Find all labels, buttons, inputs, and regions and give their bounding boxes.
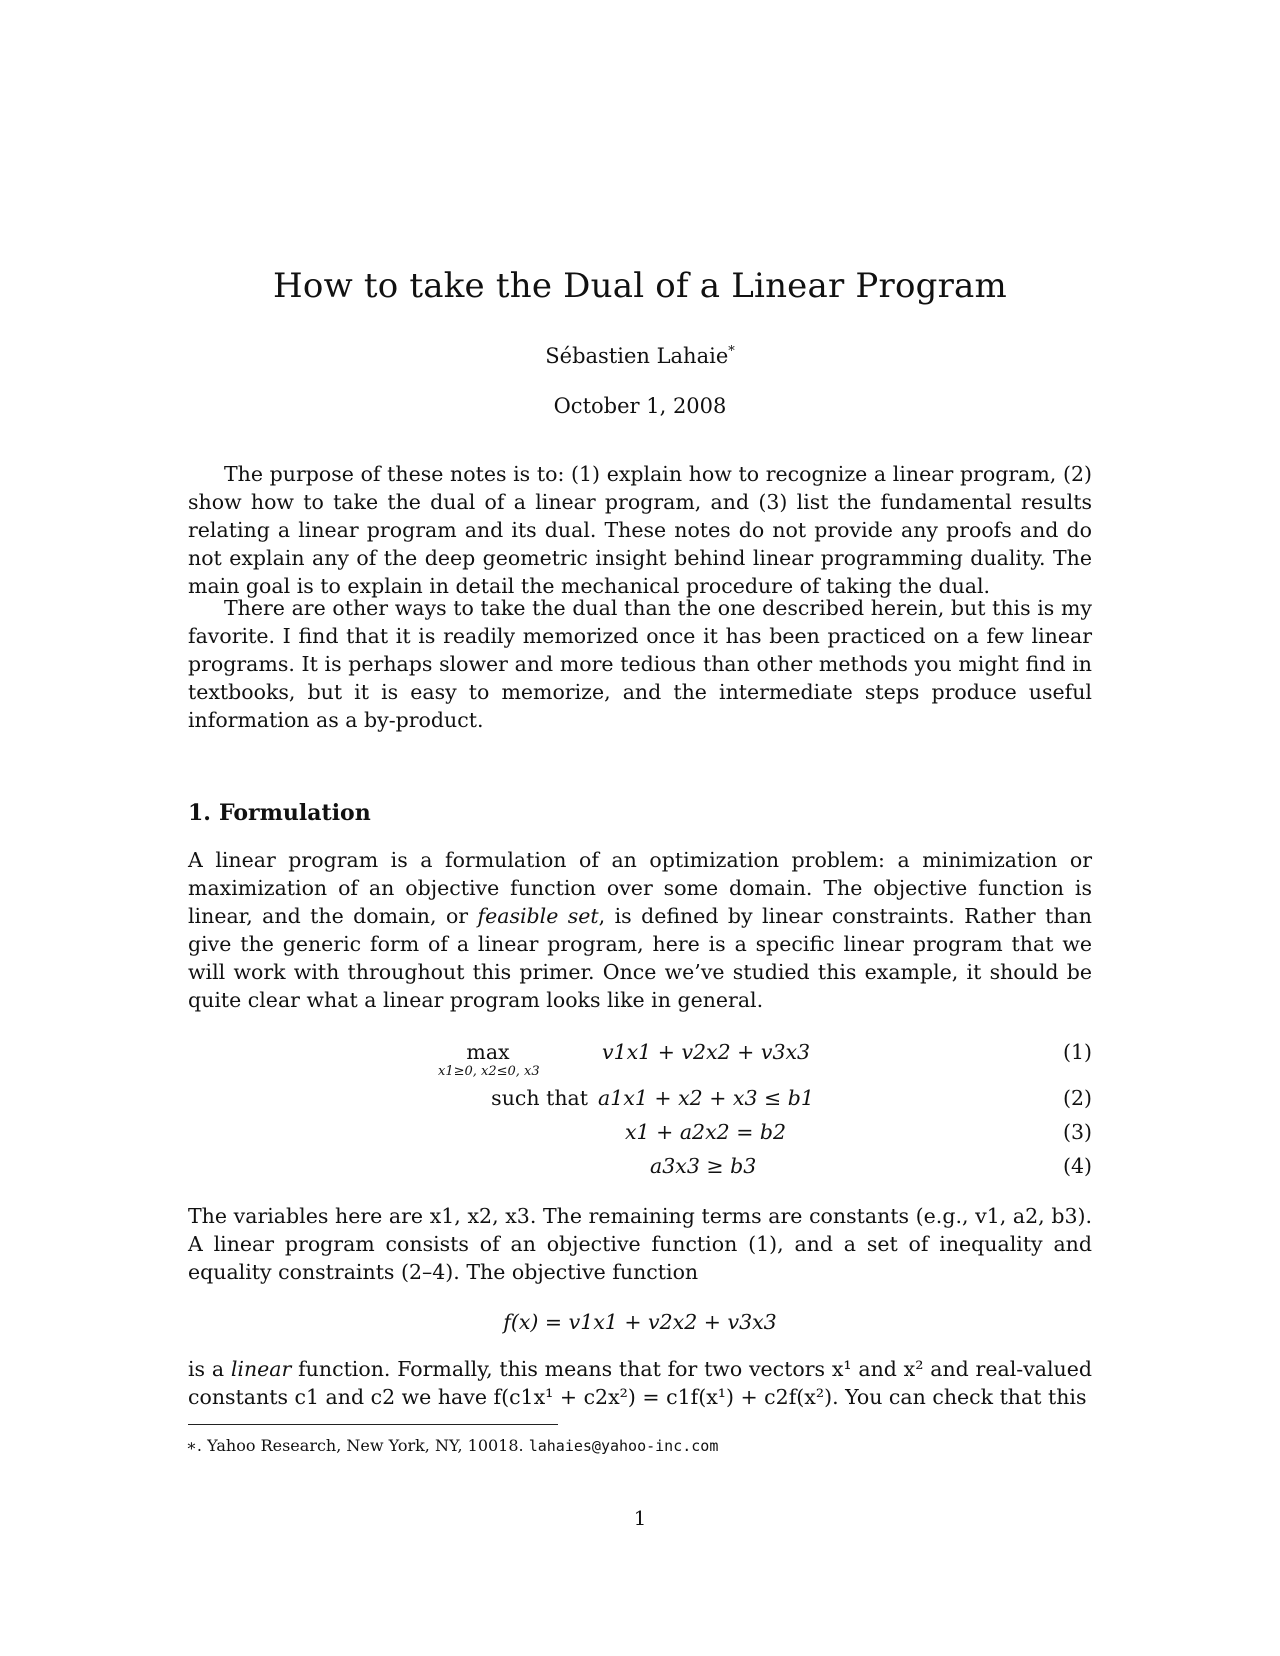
section-paragraph-1 xyxy=(188,846,1092,1014)
footnote-text: Yahoo Research, New York, NY, 10018. xyxy=(207,1436,524,1455)
section-heading xyxy=(188,800,371,826)
linear-term: linear xyxy=(230,1357,292,1381)
lp-constraint-row-2 xyxy=(188,1120,1092,1150)
intro-paragraph-1: The purpose of these notes is to: (1) explain how to recognize a linear program, (2) show how to take the dual of a linear program, and (3) list the fundamental results relating a linear program and its dual. These notes do not provide any proofs and do not explain any of the deep geometric insight behind linear programming duality. The main goal is to explain in detail the mechanical procedure of taking the dual. xyxy=(188,462,1092,598)
section-paragraph-3 xyxy=(188,1355,1092,1411)
section-paragraph-2: The variables here are x1, x2, x3. The remaining terms are constants (e.g., v1, a2, b3). A linear program consists of an objective function (1), and a set of inequality and equality constraints (2–4). The objective function xyxy=(188,1204,1092,1284)
paper-date: October 1, 2008 xyxy=(553,394,727,418)
lp-constraint-row-1 xyxy=(188,1086,1092,1116)
equation-number-2: (2) xyxy=(1062,1086,1092,1110)
footnote-email-link[interactable]: lahaies@yahoo-inc.com xyxy=(528,1437,719,1455)
author-footnote-mark: * xyxy=(728,344,735,359)
objective-function-equation: f(x) = v1x1 + v2x2 + v3x3 xyxy=(503,1310,777,1334)
constraint-2-expression: x1 + a2x2 = b2 xyxy=(625,1120,787,1144)
section-paragraph-1-part-b: , is defined by linear constraints. Rather than give the generic form of a linear program, here is a specific linear program that we will work with throughout this primer. Once we’ve studied this example, it should be quite clear what a linear program looks like in general. xyxy=(188,904,1092,1012)
section-paragraph-3-part-a: is a xyxy=(188,1357,231,1381)
equation-number-3: (3) xyxy=(1062,1120,1092,1144)
max-operator: max xyxy=(466,1040,510,1064)
footnote-rule xyxy=(188,1424,558,1425)
constraint-1-expression: a1x1 + x2 + x3 ≤ b1 xyxy=(598,1086,814,1110)
such-that-label: such that xyxy=(491,1086,588,1110)
equation-number-4: (4) xyxy=(1062,1154,1092,1178)
paper-title: How to take the Dual of a Linear Program xyxy=(273,266,1007,306)
author-line xyxy=(0,344,1280,368)
section-paragraph-3-part-b: function. Formally, this means that for two vectors x¹ and x² and real-valued constants c1 and c2 we have f(c1x¹ + c2x²) = c1f(x¹) + c2f(x²). You can check that this xyxy=(188,1357,1092,1409)
page-number: 1 xyxy=(633,1506,647,1530)
author-name: Sébastien Lahaie xyxy=(545,344,729,368)
lp-constraint-row-3 xyxy=(188,1154,1092,1184)
equation-number-1: (1) xyxy=(1062,1040,1092,1064)
max-subscript: x1≥0, x2≤0, x3 xyxy=(438,1064,540,1079)
section-paragraph-1-part-a: A linear program is a formulation of an optimization problem: a minimization or maximization of an objective function over some domain. The objective function is linear, and the domain, or xyxy=(188,848,1092,928)
constraint-3-expression: a3x3 ≥ b3 xyxy=(650,1154,757,1178)
footnote-mark: ∗. xyxy=(186,1436,202,1455)
section-title: Formulation xyxy=(218,800,371,826)
objective-expression: v1x1 + v2x2 + v3x3 xyxy=(602,1040,811,1064)
intro-paragraph-2: There are other ways to take the dual than the one described herein, but this is my favorite. I find that it is readily memorized once it has been practiced on a few linear programs. It is perhaps slower and more tedious than other methods you might find in textbooks, but it is easy to memorize, and the intermediate steps produce useful information as a by-product. xyxy=(188,596,1092,732)
feasible-set-term: feasible set xyxy=(477,904,599,928)
lp-objective-row xyxy=(188,1040,1092,1079)
footnote xyxy=(186,1436,718,1455)
section-number: 1. xyxy=(188,800,211,826)
